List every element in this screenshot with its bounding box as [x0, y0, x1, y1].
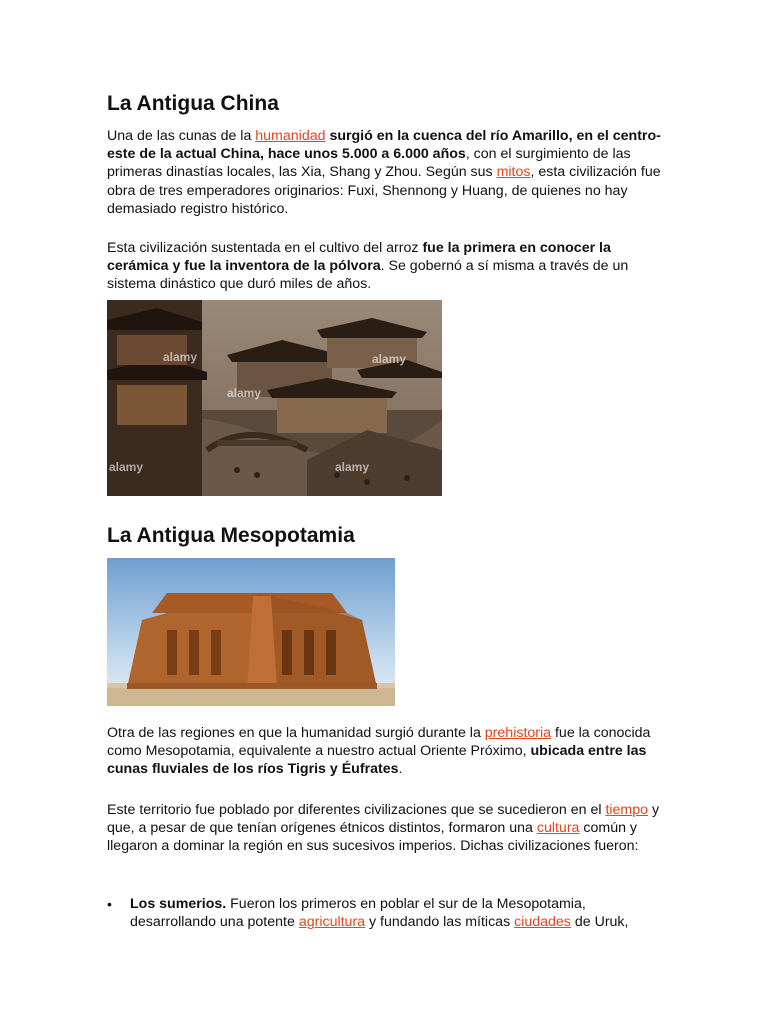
link-tiempo[interactable]: tiempo	[605, 802, 649, 818]
watermark-5: alamy	[335, 460, 370, 474]
heading-mesopotamia: La Antigua Mesopotamia	[107, 524, 355, 547]
paragraph-china-1: Una de las cunas de la humanidad surgió en la cuenca del río Amarillo, en el centro-este de la actual China, hace unos 5.000 a 6.000 años, con el surgimiento de las primeras dinastías locales, las Xia, Shang y Zhou. Según sus mitos, esta civilización fue obra de tres emperadores originarios: Fuxi, Shennong y Huang, de quienes no hay demasiado registro histórico.	[107, 128, 661, 217]
list-item: • Los sumerios. Fueron los primeros en poblar el sur de la Mesopotamia, desarrollando una potente agricultura y fundando las míticas ciudades de Uruk,	[107, 895, 667, 931]
china-city-image	[107, 300, 442, 496]
link-cultura[interactable]: cultura	[536, 820, 580, 837]
link-mitos[interactable]: mitos	[496, 164, 531, 181]
watermark-3: alamy	[227, 386, 262, 400]
watermark-1: alamy	[163, 350, 198, 364]
link-agricultura[interactable]: agricultura	[298, 914, 366, 931]
ziggurat-image	[107, 558, 395, 706]
civilizations-list	[107, 895, 667, 931]
link-prehistoria[interactable]: prehistoria	[484, 725, 552, 741]
heading-china: La Antigua China	[107, 92, 279, 115]
link-humanidad[interactable]: humanidad	[255, 128, 326, 144]
watermark-4: alamy	[109, 460, 144, 474]
watermark-2: alamy	[372, 352, 407, 366]
paragraph-mesopotamia-2: Este territorio fue poblado por diferentes civilizaciones que se sucedieron en el tiempo y que, a pesar de que tenían orígenes étnicos distintos, formaron una cultura común y llegaron a dominar la región en sus sucesivos imperios. Dichas civilizaciones fueron:	[107, 802, 660, 855]
paragraph-mesopotamia-1: Otra de las regiones en que la humanidad surgió durante la prehistoria fue la conocida como Mesopotamia, equivalente a nuestro actual Oriente Próximo, ubicada entre las cunas fluviales de los ríos Tigris y Éufrates.	[107, 725, 651, 778]
paragraph-china-2: Esta civilización sustentada en el cultivo del arroz fue la primera en conocer la cerámica y fue la inventora de la pólvora. Se gobernó a sí misma a través de un sistema dinástico que duró miles de años.	[107, 240, 629, 293]
link-ciudades[interactable]: ciudades	[514, 914, 571, 931]
